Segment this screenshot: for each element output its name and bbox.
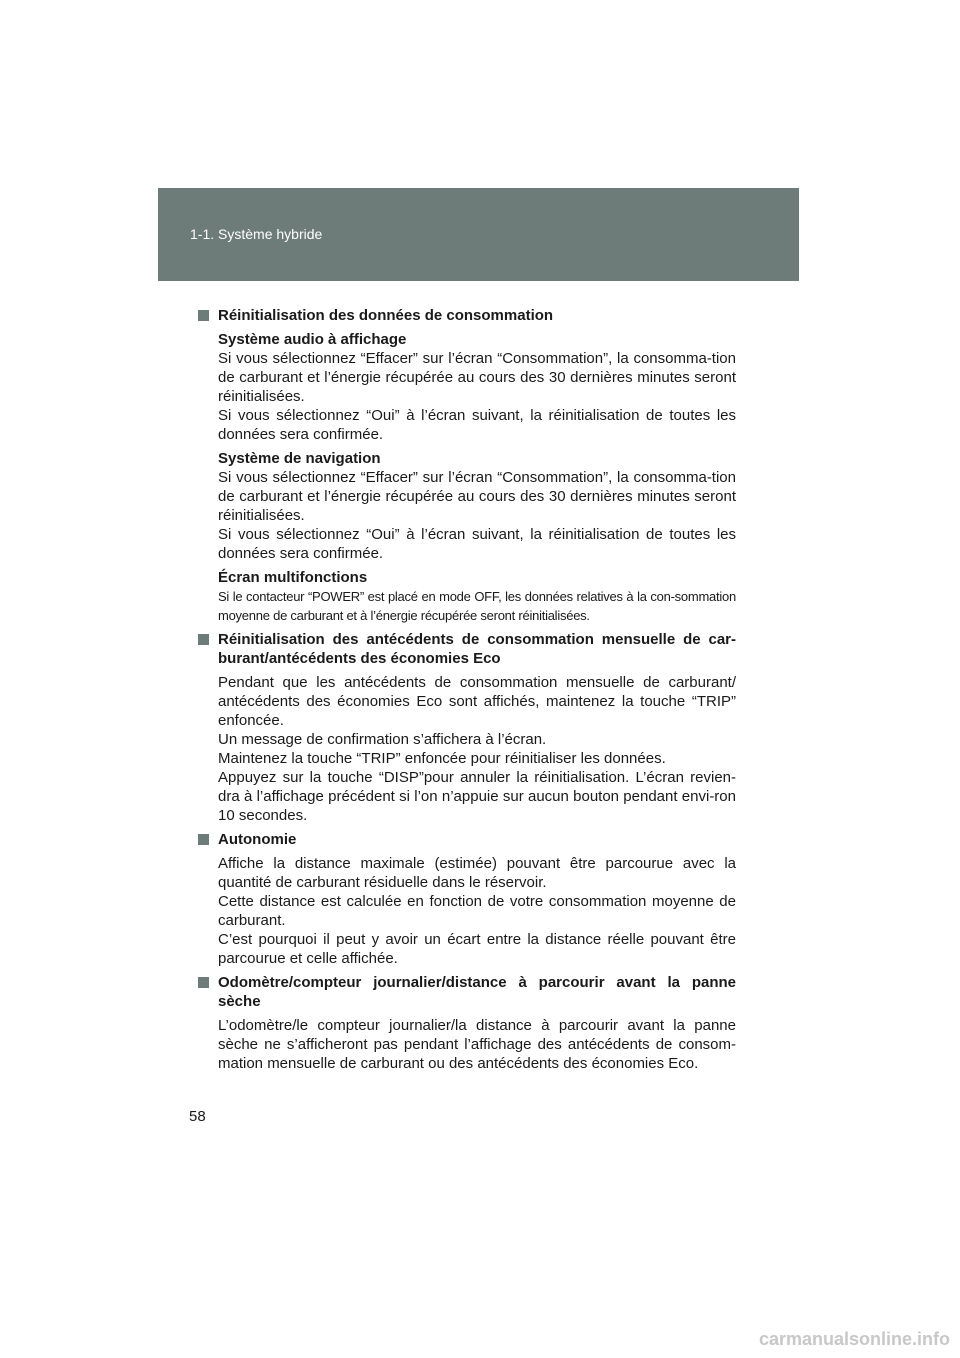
paragraph: Si vous sélectionnez “Effacer” sur l’écran “Consommation”, la consomma-tion de carburant et l’énergie récupérée au cours des 30 dernières minutes seront réinitialisées. xyxy=(218,350,736,405)
section-body xyxy=(196,1016,736,1073)
section-heading: Odomètre/compteur journalier/distance à parcourir avant la panne sèche xyxy=(196,973,736,1011)
subsection-multi-display xyxy=(196,568,736,625)
square-bullet-icon xyxy=(198,834,209,845)
paragraph: C’est pourquoi il peut y avoir un écart entre la distance réelle pouvant être parcourue et celle affichée. xyxy=(218,931,736,967)
section-body xyxy=(196,854,736,968)
paragraph: L’odomètre/le compteur journalier/la distance à parcourir avant la panne sèche ne s’afficheront pas pendant l’affichage des antécédents de consom-mation mensuelle de carburant ou des antécédents des économies Eco. xyxy=(218,1017,736,1072)
paragraph: Appuyez sur la touche “DISP”pour annuler la réinitialisation. L’écran revien-dra à l’affichage précédent si l’on n’appuie sur aucun bouton pendant envi-ron 10 secondes. xyxy=(218,769,736,824)
subsection-title: Système de navigation xyxy=(218,450,381,467)
section-body xyxy=(196,673,736,825)
paragraph: Cette distance est calculée en fonction de votre consommation moyenne de carburant. xyxy=(218,893,736,929)
paragraph: Si le contacteur “POWER” est placé en mode OFF, les données relatives à la con-sommation moyenne de carburant et à l’énergie récupérée seront réinitialisées. xyxy=(218,589,736,623)
paragraph: Si vous sélectionnez “Effacer” sur l’écran “Consommation”, la consomma-tion de carburant et l’énergie récupérée au cours des 30 dernières minutes seront réinitialisées. xyxy=(218,469,736,524)
section-heading: Réinitialisation des données de consommation xyxy=(196,306,736,325)
subsection-audio xyxy=(196,330,736,444)
paragraph: Pendant que les antécédents de consommation mensuelle de carburant/ antécédents des économies Eco sont affichés, maintenez la touche “TRIP” enfoncée. xyxy=(218,674,736,729)
paragraph: Si vous sélectionnez “Oui” à l’écran suivant, la réinitialisation de toutes les données sera confirmée. xyxy=(218,407,736,443)
section-header-band xyxy=(158,188,799,281)
watermark: carmanualsonline.info xyxy=(758,1329,950,1349)
section-title: 1-1. Système hybride xyxy=(190,226,323,242)
square-bullet-icon xyxy=(198,634,209,645)
page-content xyxy=(196,306,736,1078)
paragraph: Un message de confirmation s’affichera à l’écran. xyxy=(218,731,547,748)
square-bullet-icon xyxy=(198,977,209,988)
paragraph: Si vous sélectionnez “Oui” à l’écran suivant, la réinitialisation de toutes les données sera confirmée. xyxy=(218,526,736,562)
paragraph: Affiche la distance maximale (estimée) pouvant être parcourue avec la quantité de carburant résiduelle dans le réservoir. xyxy=(218,855,736,891)
paragraph: Maintenez la touche “TRIP” enfoncée pour réinitialiser les données. xyxy=(218,750,666,767)
subsection-title: Écran multifonctions xyxy=(218,569,368,586)
page-number: 58 xyxy=(189,1108,206,1125)
square-bullet-icon xyxy=(198,310,209,321)
subsection-title: Système audio à affichage xyxy=(218,331,407,348)
section-heading: Autonomie xyxy=(196,830,736,849)
section-heading: Réinitialisation des antécédents de consommation mensuelle de car-burant/antécédents des économies Eco xyxy=(196,630,736,668)
subsection-navigation xyxy=(196,449,736,563)
